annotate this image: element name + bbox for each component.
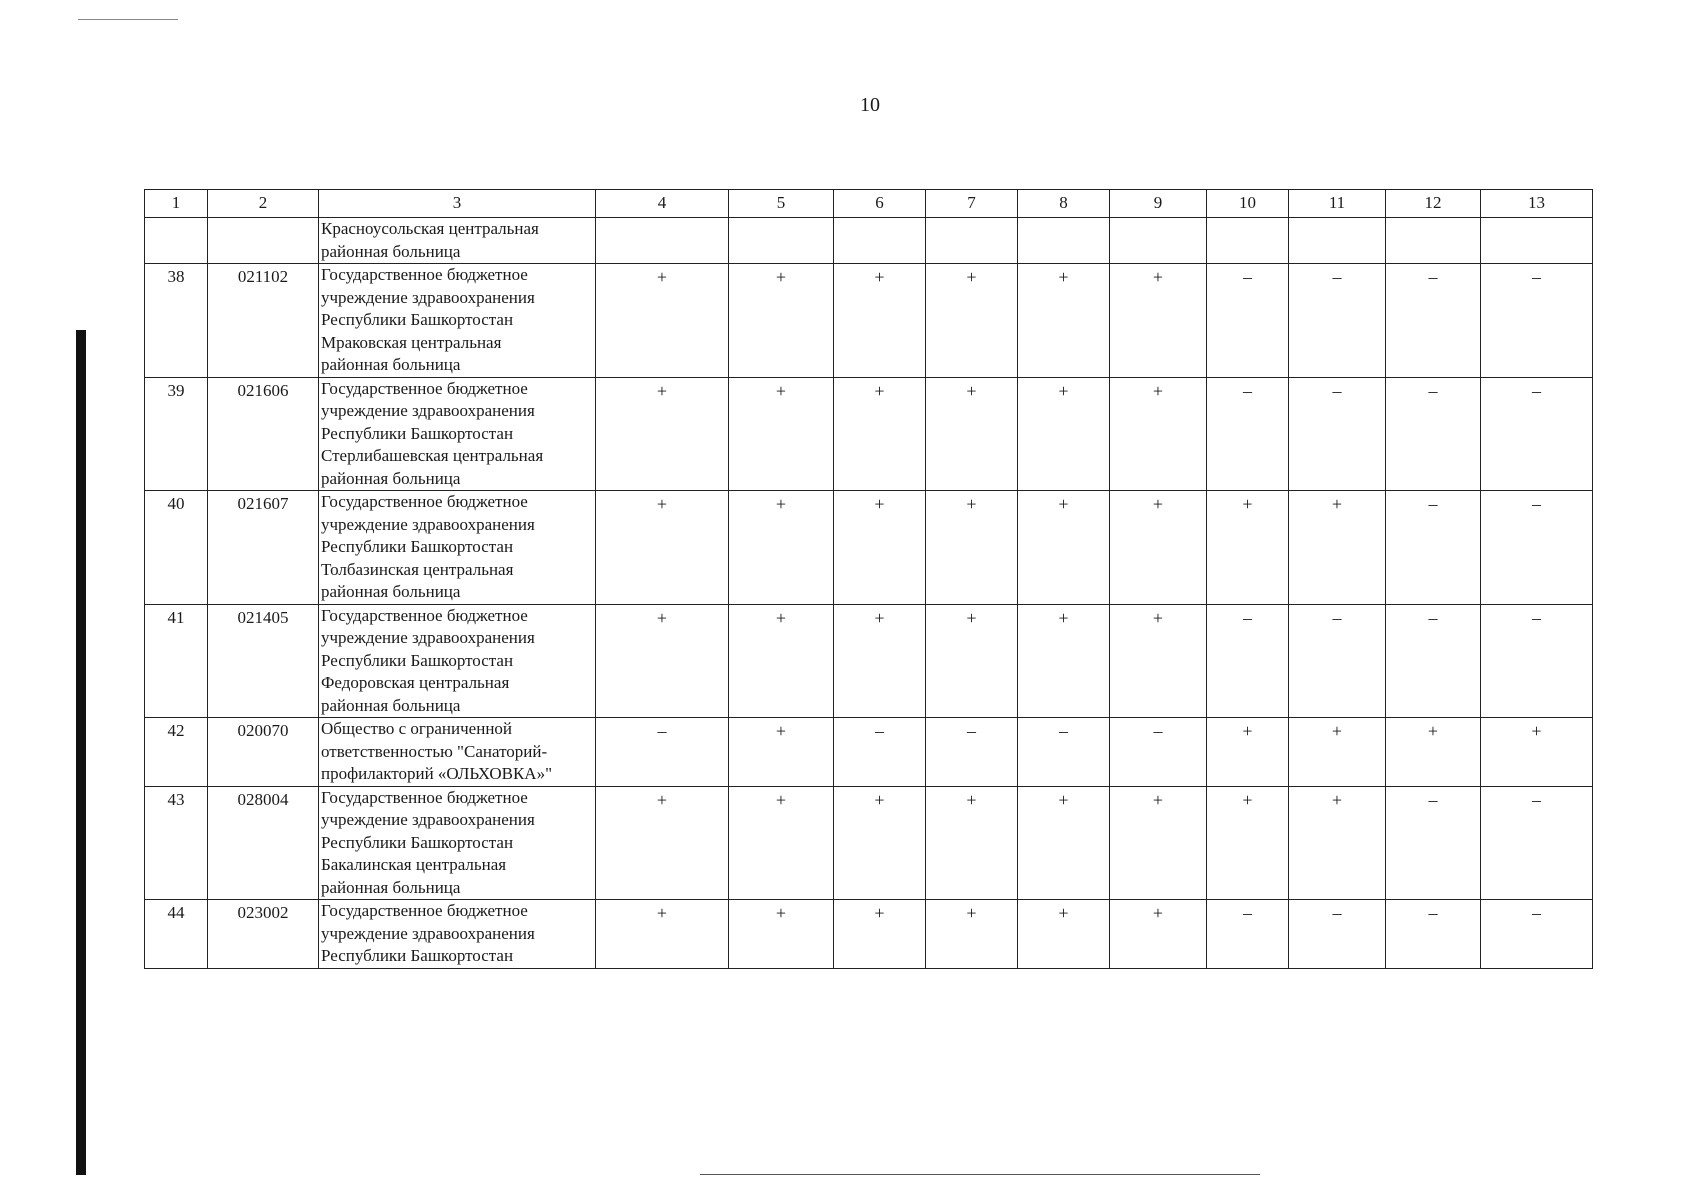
availability-mark — [596, 377, 729, 491]
mark-sign: + — [1152, 494, 1164, 514]
availability-mark — [1386, 264, 1481, 378]
mark-sign: + — [874, 267, 885, 287]
table-row — [145, 218, 1593, 264]
facility-name-line: Федоровская центральная — [321, 673, 510, 692]
facility-name-line: районная больница — [321, 582, 461, 601]
table-row — [145, 491, 1593, 605]
mark-sign: + — [966, 494, 977, 514]
facility-code: 023002 — [208, 900, 319, 969]
availability-mark — [1207, 900, 1289, 969]
facility-name-line: районная больница — [321, 877, 461, 897]
availability-mark — [1481, 264, 1593, 378]
column-header: 7 — [926, 190, 1018, 218]
column-header: 12 — [1386, 190, 1481, 218]
availability-mark — [1289, 604, 1386, 718]
availability-mark — [1207, 218, 1289, 264]
mark-sign: + — [656, 607, 668, 628]
availability-mark — [834, 218, 926, 264]
facility-name-line: учреждение здравоохранения — [321, 401, 535, 420]
facility-name — [319, 491, 596, 605]
availability-mark — [729, 604, 834, 718]
mark-sign: – — [967, 721, 976, 741]
mark-sign: – — [1428, 494, 1438, 514]
availability-mark — [1481, 377, 1593, 491]
availability-mark — [1386, 786, 1481, 900]
mark-sign: – — [1532, 494, 1541, 514]
mark-sign: + — [1531, 721, 1542, 741]
facility-name-line: районная больница — [321, 695, 461, 715]
availability-mark — [596, 900, 729, 969]
mark-sign: – — [1532, 789, 1541, 810]
mark-sign: + — [1058, 380, 1069, 401]
mark-sign: – — [1428, 607, 1438, 628]
availability-mark — [1289, 718, 1386, 787]
column-header: 6 — [834, 190, 926, 218]
table-row — [145, 604, 1593, 718]
availability-mark — [1018, 264, 1110, 378]
mark-sign: + — [1242, 494, 1253, 514]
availability-mark — [1018, 604, 1110, 718]
mark-sign: + — [775, 380, 787, 401]
mark-sign: – — [1059, 721, 1068, 741]
mark-sign: + — [1331, 721, 1343, 741]
availability-mark — [1386, 218, 1481, 264]
mark-sign: + — [1152, 607, 1164, 628]
mark-sign: + — [775, 607, 787, 628]
mark-sign: + — [775, 789, 787, 810]
facility-name-line: Бакалинская центральная — [321, 855, 507, 874]
facility-name-line: Толбазинская центральная — [321, 559, 514, 579]
facility-name — [319, 718, 596, 787]
facility-code: 021102 — [208, 264, 319, 378]
mark-sign: + — [1427, 721, 1439, 741]
mark-sign: + — [966, 789, 977, 810]
availability-mark — [1110, 604, 1207, 718]
availability-mark — [1386, 718, 1481, 787]
availability-mark — [1018, 491, 1110, 605]
mark-sign: + — [1242, 721, 1253, 741]
mark-sign: – — [1243, 267, 1252, 287]
row-number: 38 — [145, 264, 208, 378]
facilities-table — [144, 189, 1593, 969]
availability-mark — [1386, 377, 1481, 491]
column-header: 1 — [145, 190, 208, 218]
column-header: 3 — [319, 190, 596, 218]
table-row — [145, 900, 1593, 969]
facility-name-line: Государственное бюджетное — [321, 378, 528, 398]
facility-code: 021606 — [208, 377, 319, 491]
facility-name-line: Республики Башкортостан — [321, 946, 514, 965]
availability-mark — [729, 377, 834, 491]
availability-mark — [926, 786, 1018, 900]
availability-mark — [1289, 377, 1386, 491]
availability-mark — [1289, 786, 1386, 900]
facility-code: 028004 — [208, 786, 319, 900]
row-number — [145, 218, 208, 264]
table-header-row — [145, 190, 1593, 218]
facility-code: 020070 — [208, 718, 319, 787]
mark-sign: – — [1153, 721, 1163, 741]
facility-name-line: Государственное бюджетное — [321, 492, 528, 511]
mark-sign: – — [1428, 789, 1438, 810]
availability-mark — [1110, 718, 1207, 787]
row-number: 42 — [145, 718, 208, 787]
availability-mark — [926, 491, 1018, 605]
mark-sign: + — [1058, 267, 1069, 287]
availability-mark — [1018, 900, 1110, 969]
column-header: 2 — [208, 190, 319, 218]
mark-sign: – — [1243, 607, 1252, 628]
availability-mark — [1207, 786, 1289, 900]
mark-sign: + — [1058, 903, 1069, 923]
facility-name-line: районная больница — [321, 468, 461, 488]
availability-mark — [1481, 218, 1593, 264]
availability-mark — [1207, 377, 1289, 491]
availability-mark — [834, 718, 926, 787]
mark-sign: + — [1152, 267, 1164, 287]
mark-sign: + — [1058, 607, 1069, 628]
availability-mark — [1289, 218, 1386, 264]
availability-mark — [1481, 604, 1593, 718]
availability-mark — [729, 264, 834, 378]
facility-name — [319, 604, 596, 718]
availability-mark — [1018, 718, 1110, 787]
mark-sign: + — [1152, 903, 1164, 923]
availability-mark — [1018, 377, 1110, 491]
mark-sign: + — [1058, 789, 1069, 810]
mark-sign: + — [656, 494, 668, 514]
facility-name-line: Общество с ограниченной — [321, 719, 513, 738]
facility-name-line: учреждение здравоохранения — [321, 628, 535, 647]
row-number: 44 — [145, 900, 208, 969]
facility-name-line: ответственностью "Санаторий- — [321, 741, 548, 761]
availability-mark — [729, 491, 834, 605]
page-number: 10 — [860, 94, 880, 116]
column-header: 11 — [1289, 190, 1386, 218]
facility-name-line: учреждение здравоохранения — [321, 810, 535, 829]
availability-mark — [1481, 491, 1593, 605]
mark-sign: + — [656, 903, 668, 923]
availability-mark — [1110, 377, 1207, 491]
column-header: 10 — [1207, 190, 1289, 218]
facility-name-line: Государственное бюджетное — [321, 605, 528, 625]
availability-mark — [834, 900, 926, 969]
scan-artifact-left-bar — [76, 330, 86, 1175]
mark-sign: – — [875, 721, 884, 741]
mark-sign: + — [1058, 494, 1069, 514]
mark-sign: + — [874, 789, 885, 810]
facility-name-line: учреждение здравоохранения — [321, 514, 535, 534]
availability-mark — [926, 604, 1018, 718]
facility-name-line: Стерлибашевская центральная — [321, 446, 544, 465]
availability-mark — [1481, 786, 1593, 900]
row-number: 40 — [145, 491, 208, 605]
availability-mark — [834, 786, 926, 900]
mark-sign: + — [1152, 789, 1164, 810]
table-row — [145, 377, 1593, 491]
facility-name-line: Мраковская центральная — [321, 332, 502, 352]
facility-name-line: Государственное бюджетное — [321, 787, 528, 807]
mark-sign: – — [1532, 267, 1541, 287]
availability-mark — [596, 264, 729, 378]
availability-mark — [1110, 264, 1207, 378]
mark-sign: – — [1332, 380, 1342, 401]
mark-sign: + — [656, 267, 668, 287]
mark-sign: + — [656, 789, 668, 810]
mark-sign: + — [874, 494, 885, 514]
facility-name — [319, 377, 596, 491]
availability-mark — [1110, 786, 1207, 900]
mark-sign: – — [1332, 903, 1342, 923]
facility-name — [319, 264, 596, 378]
table-row — [145, 786, 1593, 900]
availability-mark — [596, 491, 729, 605]
availability-mark — [1386, 900, 1481, 969]
facility-name-line: районная больница — [321, 355, 461, 374]
facility-name-line: учреждение здравоохранения — [321, 923, 535, 943]
facility-name — [319, 786, 596, 900]
row-number: 41 — [145, 604, 208, 718]
availability-mark — [596, 718, 729, 787]
mark-sign: + — [1331, 789, 1343, 810]
column-header: 8 — [1018, 190, 1110, 218]
scan-artifact-bottom-line — [700, 1174, 1260, 1175]
availability-mark — [1386, 604, 1481, 718]
availability-mark — [596, 604, 729, 718]
mark-sign: + — [1152, 380, 1164, 401]
facility-name — [319, 900, 596, 969]
availability-mark — [1018, 218, 1110, 264]
availability-mark — [729, 786, 834, 900]
availability-mark — [596, 786, 729, 900]
mark-sign: – — [1532, 607, 1541, 628]
mark-sign: – — [1243, 380, 1252, 401]
availability-mark — [1289, 900, 1386, 969]
mark-sign: + — [966, 903, 977, 923]
mark-sign: + — [966, 380, 977, 401]
availability-mark — [926, 264, 1018, 378]
facility-code — [208, 218, 319, 264]
availability-mark — [1110, 491, 1207, 605]
mark-sign: + — [966, 267, 977, 287]
table-row — [145, 718, 1593, 787]
column-header: 13 — [1481, 190, 1593, 218]
mark-sign: – — [1532, 380, 1541, 401]
availability-mark — [729, 900, 834, 969]
mark-sign: – — [1428, 267, 1438, 287]
mark-sign: – — [1532, 903, 1541, 923]
availability-mark — [1207, 718, 1289, 787]
availability-mark — [1110, 218, 1207, 264]
facility-name-line: районная больница — [321, 241, 461, 261]
mark-sign: – — [1332, 267, 1342, 287]
mark-sign: – — [1428, 380, 1438, 401]
availability-mark — [1207, 604, 1289, 718]
facility-name-line: Республики Башкортостан — [321, 310, 514, 329]
mark-sign: – — [1428, 903, 1438, 923]
scan-artifact-top-line — [78, 19, 178, 20]
facility-name-line: Республики Башкортостан — [321, 650, 514, 670]
mark-sign: – — [1332, 607, 1342, 628]
table-row — [145, 264, 1593, 378]
row-number: 39 — [145, 377, 208, 491]
facility-name-line: профилакторий «ОЛЬХОВКА»" — [321, 764, 553, 783]
availability-mark — [729, 218, 834, 264]
facility-name-line: Государственное бюджетное — [321, 901, 528, 920]
availability-mark — [926, 900, 1018, 969]
availability-mark — [834, 491, 926, 605]
availability-mark — [926, 718, 1018, 787]
column-header: 5 — [729, 190, 834, 218]
mark-sign: + — [1331, 494, 1343, 514]
facility-name-line: Республики Башкортостан — [321, 423, 514, 443]
mark-sign: + — [775, 494, 787, 514]
availability-mark — [1207, 264, 1289, 378]
mark-sign: + — [874, 380, 885, 401]
mark-sign: + — [966, 607, 977, 628]
facility-name-line: Республики Башкортостан — [321, 832, 514, 852]
facility-name-line: Красноусольская центральная — [321, 219, 539, 238]
availability-mark — [834, 264, 926, 378]
availability-mark — [1481, 900, 1593, 969]
mark-sign: + — [656, 380, 668, 401]
facility-code: 021405 — [208, 604, 319, 718]
availability-mark — [926, 377, 1018, 491]
mark-sign: + — [874, 607, 885, 628]
facility-name-line: учреждение здравоохранения — [321, 287, 535, 307]
facility-name — [319, 218, 596, 264]
mark-sign: + — [775, 721, 787, 741]
availability-mark — [1481, 718, 1593, 787]
column-header: 9 — [1110, 190, 1207, 218]
row-number: 43 — [145, 786, 208, 900]
mark-sign: + — [874, 903, 885, 923]
mark-sign: + — [775, 267, 787, 287]
mark-sign: + — [1242, 789, 1253, 810]
column-header: 4 — [596, 190, 729, 218]
availability-mark — [834, 604, 926, 718]
facility-name-line: Государственное бюджетное — [321, 265, 528, 284]
mark-sign: + — [775, 903, 787, 923]
mark-sign: – — [1243, 903, 1252, 923]
availability-mark — [1289, 264, 1386, 378]
facility-name-line: Республики Башкортостан — [321, 537, 514, 556]
availability-mark — [1207, 491, 1289, 605]
availability-mark — [1289, 491, 1386, 605]
availability-mark — [1386, 491, 1481, 605]
availability-mark — [1110, 900, 1207, 969]
availability-mark — [834, 377, 926, 491]
availability-mark — [1018, 786, 1110, 900]
availability-mark — [729, 718, 834, 787]
facility-code: 021607 — [208, 491, 319, 605]
mark-sign: – — [657, 721, 667, 741]
availability-mark — [596, 218, 729, 264]
availability-mark — [926, 218, 1018, 264]
